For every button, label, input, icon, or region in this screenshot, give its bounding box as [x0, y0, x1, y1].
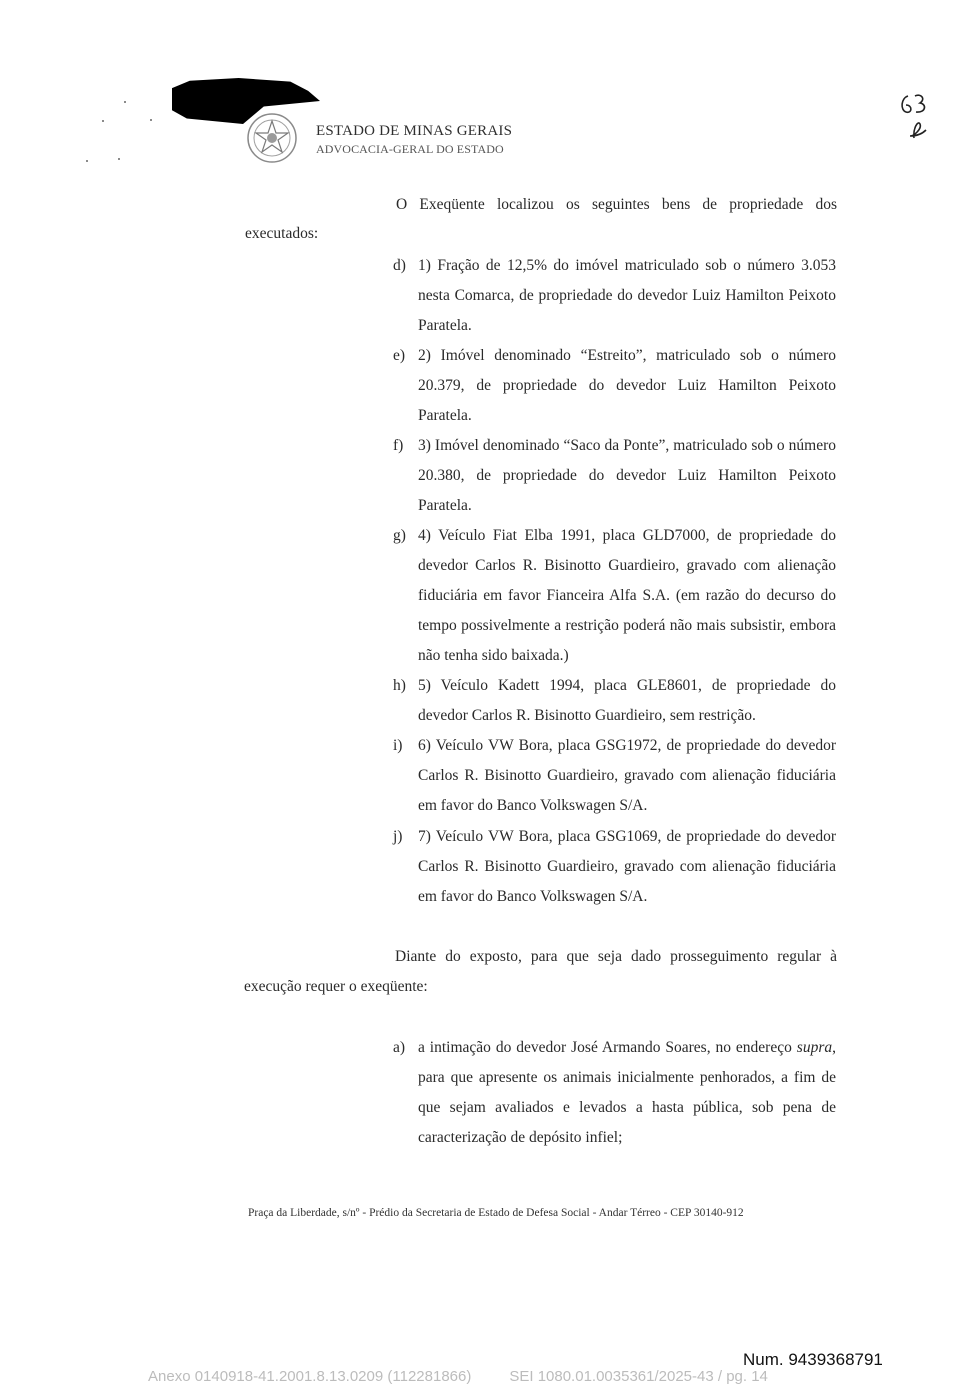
asset-label: d) — [393, 257, 406, 274]
intro-continuation: executados: — [245, 225, 319, 242]
asset-label: f) — [393, 437, 404, 454]
footer-address: Praça da Liberdade, s/nº - Prédio da Secretaria de Estado de Defesa Social - Andar Térreo - CEP 30140-912 — [248, 1207, 744, 1219]
asset-label: e) — [393, 347, 406, 364]
header-agency: ADVOCACIA-GERAL DO ESTADO — [316, 142, 504, 156]
scan-speck — [86, 160, 88, 162]
scan-speck — [118, 158, 120, 160]
asset-text: 4) Veículo Fiat Elba 1991, placa GLD7000, de propriedade do devedor Carlos R. Bisinotto Guardieiro, gravado com alienação fiduciária em favor Fianceira Alfa S.A. (em razão do decurso do tempo possivelmente a restrição poderá não mais subsistir, embora não tenha sido baixada.) — [418, 527, 836, 664]
handwritten-page-number — [896, 90, 936, 142]
scan-speck — [124, 101, 126, 103]
stamp-line — [148, 1368, 768, 1385]
intro-first-line: O Exeqüente localizou os seguintes bens de propriedade dos — [396, 196, 837, 213]
request-text-before: a intimação do devedor José Armando Soares, no endereço — [418, 1039, 797, 1056]
scan-speck — [102, 120, 104, 122]
asset-label: h) — [393, 677, 406, 694]
request-text — [418, 1033, 836, 1153]
asset-text: 3) Imóvel denominado “Saco da Ponte”, matriculado sob o número 20.380, de propriedade do devedor Luiz Hamilton Peixoto Paratela. — [418, 437, 836, 514]
request-label: a) — [393, 1039, 406, 1056]
asset-text: 7) Veículo VW Bora, placa GSG1069, de propriedade do devedor Carlos R. Bisinotto Guardieiro, gravado com alienação fiduciária em favor do Banco Volkswagen S/A. — [418, 828, 836, 905]
asset-text: 1) Fração de 12,5% do imóvel matriculado sob o número 3.053 nesta Comarca, de propriedade do devedor Luiz Hamilton Peixoto Paratela. — [418, 257, 836, 334]
request-text-after: , para que apresente os animais inicialmente penhorados, a fim de que sejam avaliados e levados a hasta pública, sob pena de caracterização de depósito infiel; — [418, 1039, 836, 1146]
asset-label: g) — [393, 527, 406, 544]
request-first-line: Diante do exposto, para que seja dado prosseguimento regular à — [395, 948, 837, 965]
asset-text: 6) Veículo VW Bora, placa GSG1972, de propriedade do devedor Carlos R. Bisinotto Guardieiro, gravado com alienação fiduciária em favor do Banco Volkswagen S/A. — [418, 737, 836, 814]
header-state: ESTADO DE MINAS GERAIS — [316, 123, 513, 139]
request-text-italic: supra — [796, 1039, 833, 1056]
asset-text: 5) Veículo Kadett 1994, placa GLE8601, de propriedade do devedor Carlos R. Bisinotto Guardieiro, sem restrição. — [418, 677, 836, 724]
asset-text: 2) Imóvel denominado “Estreito”, matriculado sob o número 20.379, de propriedade do devedor Luiz Hamilton Peixoto Paratela. — [418, 347, 836, 424]
asset-label: j) — [393, 828, 403, 845]
asset-label: i) — [393, 737, 403, 754]
annex-reference: Anexo 0140918-41.2001.8.13.0209 (112281866) — [148, 1368, 472, 1385]
sei-reference: SEI 1080.01.0035361/2025-43 / pg. 14 — [509, 1368, 768, 1385]
state-seal-icon — [246, 112, 298, 164]
document-number: Num. 9439368791 — [743, 1350, 883, 1369]
request-continuation: execução requer o exeqüente: — [244, 978, 428, 995]
scan-speck — [150, 119, 152, 121]
